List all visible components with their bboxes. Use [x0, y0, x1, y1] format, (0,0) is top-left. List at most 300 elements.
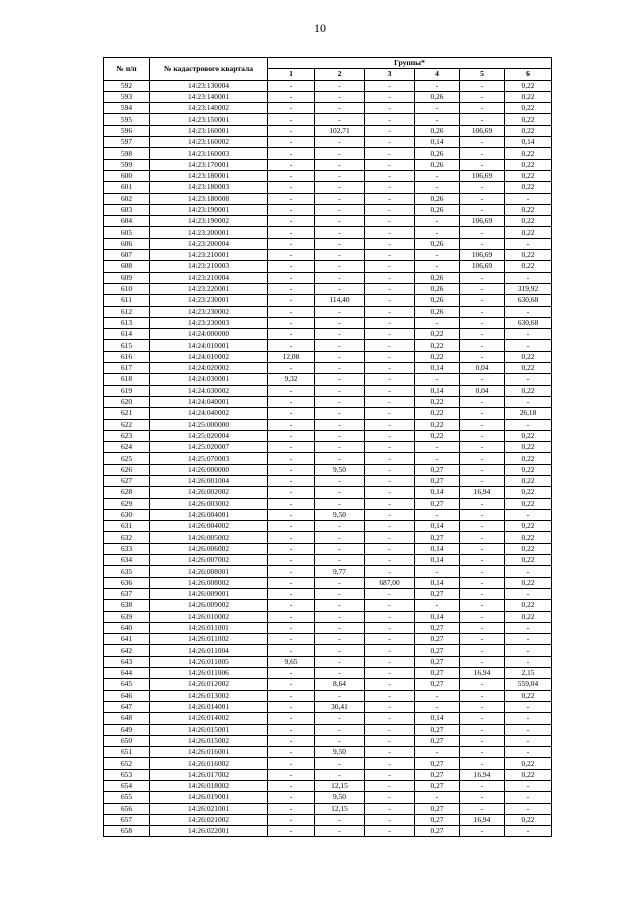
group-6-value: - [505, 803, 552, 814]
group-3-value: - [365, 283, 415, 294]
group-1-value: - [268, 227, 315, 238]
cadastral-quarter: 14:26:015002 [150, 735, 268, 746]
group-5-value: - [460, 577, 505, 588]
cadastral-quarter: 14:26:014001 [150, 701, 268, 712]
group-4-value: 0,22 [415, 340, 460, 351]
group-3-value: - [365, 80, 415, 91]
group-6-value: 559,04 [505, 679, 552, 690]
group-1-value: - [268, 498, 315, 509]
group-1-value: - [268, 747, 315, 758]
group-1-value: - [268, 329, 315, 340]
table-row [104, 781, 552, 792]
group-2-value: 12,15 [315, 781, 365, 792]
cadastral-quarter: 14:26:021002 [150, 814, 268, 825]
row-number: 651 [104, 747, 150, 758]
group-5-value: - [460, 803, 505, 814]
table-row [104, 250, 552, 261]
cadastral-quarter: 14:23:210004 [150, 272, 268, 283]
cadastral-quarter: 14:26:002002 [150, 487, 268, 498]
group-4-value: 0,14 [415, 611, 460, 622]
row-number: 642 [104, 645, 150, 656]
table-row [104, 487, 552, 498]
group-3-value: - [365, 137, 415, 148]
group-6-value: 0,14 [505, 137, 552, 148]
group-6-value: - [505, 193, 552, 204]
group-4-value: 0,26 [415, 283, 460, 294]
table-row [104, 295, 552, 306]
group-3-value: - [365, 351, 415, 362]
row-number: 630 [104, 509, 150, 520]
header-group-2: 2 [315, 69, 365, 80]
cadastral-quarter: 14:23:210001 [150, 250, 268, 261]
group-1-value: - [268, 430, 315, 441]
group-4-value: 0,14 [415, 713, 460, 724]
group-2-value: - [315, 250, 365, 261]
cadastral-quarter: 14:26:005002 [150, 532, 268, 543]
cadastral-quarter: 14:26:012002 [150, 679, 268, 690]
group-3-value: - [365, 521, 415, 532]
table-row [104, 442, 552, 453]
row-number: 647 [104, 701, 150, 712]
group-3-value: - [365, 781, 415, 792]
table-row [104, 475, 552, 486]
cadastral-quarter: 14:23:140002 [150, 103, 268, 114]
table-row [104, 747, 552, 758]
row-number: 628 [104, 487, 150, 498]
group-3-value: - [365, 125, 415, 136]
group-6-value: - [505, 419, 552, 430]
group-1-value: - [268, 408, 315, 419]
group-4-value: 0,27 [415, 769, 460, 780]
table-row [104, 204, 552, 215]
cadastral-quarter: 14:26:016002 [150, 758, 268, 769]
group-4-value: 0,26 [415, 125, 460, 136]
cadastral-quarter: 14:26:008002 [150, 577, 268, 588]
group-6-value: 0,22 [505, 80, 552, 91]
group-1-value: - [268, 170, 315, 181]
cadastral-quarter: 14:23:160001 [150, 125, 268, 136]
group-6-value: 0,22 [505, 453, 552, 464]
group-6-value: - [505, 622, 552, 633]
table-row [104, 521, 552, 532]
group-6-value: 0,22 [505, 611, 552, 622]
row-number: 594 [104, 103, 150, 114]
group-1-value: - [268, 250, 315, 261]
group-6-value: 0,22 [505, 475, 552, 486]
group-1-value: - [268, 363, 315, 374]
group-5-value: 106,69 [460, 261, 505, 272]
group-4-value: 0,26 [415, 204, 460, 215]
group-5-value: 16,94 [460, 814, 505, 825]
group-3-value: - [365, 464, 415, 475]
group-5-value: - [460, 103, 505, 114]
group-1-value: 9,65 [268, 656, 315, 667]
row-number: 619 [104, 385, 150, 396]
group-3-value: - [365, 498, 415, 509]
row-number: 620 [104, 396, 150, 407]
group-2-value: - [315, 204, 365, 215]
cadastral-quarter: 14:23:230002 [150, 306, 268, 317]
cadastral-groups-table [103, 57, 552, 837]
group-2-value: - [315, 735, 365, 746]
group-1-value: - [268, 792, 315, 803]
group-4-value: 0,22 [415, 430, 460, 441]
group-1-value: - [268, 238, 315, 249]
table-row [104, 170, 552, 181]
group-3-value: - [365, 668, 415, 679]
group-5-value: - [460, 340, 505, 351]
table-row [104, 679, 552, 690]
cadastral-quarter: 14:23:190001 [150, 204, 268, 215]
table-row [104, 91, 552, 102]
group-3-value: - [365, 600, 415, 611]
group-2-value: - [315, 408, 365, 419]
group-2-value: - [315, 114, 365, 125]
row-number: 614 [104, 329, 150, 340]
table-row [104, 125, 552, 136]
table-row [104, 622, 552, 633]
group-1-value: - [268, 283, 315, 294]
group-5-value: - [460, 351, 505, 362]
row-number: 604 [104, 216, 150, 227]
cadastral-quarter: 14:26:010002 [150, 611, 268, 622]
cadastral-quarter: 14:24:010002 [150, 351, 268, 362]
table-body [104, 80, 552, 837]
row-number: 637 [104, 588, 150, 599]
group-6-value: 0,22 [505, 182, 552, 193]
group-2-value: - [315, 487, 365, 498]
group-5-value: - [460, 430, 505, 441]
group-1-value: - [268, 453, 315, 464]
group-5-value: - [460, 114, 505, 125]
cadastral-quarter: 14:26:003002 [150, 498, 268, 509]
group-2-value: - [315, 430, 365, 441]
row-number: 636 [104, 577, 150, 588]
group-6-value: 0,22 [505, 758, 552, 769]
row-number: 605 [104, 227, 150, 238]
group-2-value: - [315, 306, 365, 317]
group-2-value: - [315, 91, 365, 102]
table-row [104, 193, 552, 204]
group-2-value: - [315, 238, 365, 249]
group-1-value: - [268, 204, 315, 215]
group-2-value: - [315, 170, 365, 181]
group-1-value: - [268, 216, 315, 227]
group-2-value: - [315, 611, 365, 622]
cadastral-quarter: 14:26:022001 [150, 826, 268, 837]
group-4-value: - [415, 261, 460, 272]
table-row [104, 826, 552, 837]
group-6-value: 0,22 [505, 690, 552, 701]
group-6-value: 0,22 [505, 170, 552, 181]
group-3-value: - [365, 114, 415, 125]
group-3-value: - [365, 170, 415, 181]
row-number: 595 [104, 114, 150, 125]
group-3-value: - [365, 238, 415, 249]
group-5-value: - [460, 193, 505, 204]
row-number: 658 [104, 826, 150, 837]
table-row [104, 430, 552, 441]
table-row [104, 396, 552, 407]
group-5-value: - [460, 408, 505, 419]
group-4-value: 0,14 [415, 555, 460, 566]
table-row [104, 769, 552, 780]
group-4-value: - [415, 747, 460, 758]
row-number: 616 [104, 351, 150, 362]
row-number: 596 [104, 125, 150, 136]
cadastral-quarter: 14:26:004002 [150, 521, 268, 532]
group-4-value: - [415, 80, 460, 91]
row-number: 621 [104, 408, 150, 419]
row-number: 639 [104, 611, 150, 622]
table-row [104, 543, 552, 554]
group-1-value: - [268, 555, 315, 566]
group-2-value: - [315, 363, 365, 374]
group-4-value: 0,14 [415, 385, 460, 396]
group-3-value: - [365, 656, 415, 667]
group-4-value: - [415, 600, 460, 611]
row-number: 640 [104, 622, 150, 633]
group-6-value: 0,22 [505, 114, 552, 125]
cadastral-quarter: 14:23:230001 [150, 295, 268, 306]
table-row [104, 600, 552, 611]
table-row [104, 566, 552, 577]
cadastral-quarter: 14:25:020007 [150, 442, 268, 453]
group-2-value: - [315, 656, 365, 667]
group-4-value: 0,27 [415, 735, 460, 746]
group-3-value: - [365, 227, 415, 238]
table-row [104, 216, 552, 227]
group-6-value: - [505, 396, 552, 407]
cadastral-quarter: 14:23:220001 [150, 283, 268, 294]
cadastral-quarter: 14:26:018002 [150, 781, 268, 792]
row-number: 635 [104, 566, 150, 577]
group-2-value: - [315, 261, 365, 272]
group-2-value: - [315, 588, 365, 599]
group-4-value: - [415, 170, 460, 181]
group-5-value: - [460, 701, 505, 712]
table-row [104, 283, 552, 294]
group-4-value: 0,14 [415, 137, 460, 148]
group-5-value: - [460, 317, 505, 328]
group-1-value: - [268, 306, 315, 317]
group-3-value: - [365, 509, 415, 520]
group-3-value: - [365, 475, 415, 486]
cadastral-quarter: 14:25:070003 [150, 453, 268, 464]
table-row [104, 792, 552, 803]
group-5-value: - [460, 600, 505, 611]
group-1-value: - [268, 600, 315, 611]
group-6-value: - [505, 735, 552, 746]
group-1-value: - [268, 814, 315, 825]
group-3-value: - [365, 758, 415, 769]
group-3-value: - [365, 193, 415, 204]
group-2-value: 102,71 [315, 125, 365, 136]
cadastral-quarter: 14:26:021001 [150, 803, 268, 814]
group-2-value: - [315, 826, 365, 837]
cadastral-quarter: 14:26:011002 [150, 634, 268, 645]
group-2-value: - [315, 555, 365, 566]
group-4-value: - [415, 792, 460, 803]
cadastral-quarter: 14:23:170001 [150, 159, 268, 170]
group-2-value: - [315, 137, 365, 148]
group-4-value: - [415, 374, 460, 385]
table-row [104, 306, 552, 317]
group-1-value: - [268, 679, 315, 690]
group-5-value: - [460, 724, 505, 735]
group-1-value: - [268, 668, 315, 679]
group-4-value: - [415, 216, 460, 227]
group-6-value: 0,22 [505, 521, 552, 532]
table-row [104, 272, 552, 283]
group-4-value: 0,27 [415, 634, 460, 645]
group-6-value: - [505, 634, 552, 645]
cadastral-quarter: 14:26:011006 [150, 668, 268, 679]
group-2-value: 30,41 [315, 701, 365, 712]
group-6-value: 0,22 [505, 555, 552, 566]
group-4-value: - [415, 701, 460, 712]
table-row [104, 735, 552, 746]
row-number: 625 [104, 453, 150, 464]
table-row [104, 148, 552, 159]
group-6-value: - [505, 340, 552, 351]
row-number: 599 [104, 159, 150, 170]
group-5-value: - [460, 758, 505, 769]
group-6-value: - [505, 588, 552, 599]
group-6-value: - [505, 724, 552, 735]
group-5-value: - [460, 91, 505, 102]
row-number: 607 [104, 250, 150, 261]
group-2-value: - [315, 543, 365, 554]
group-3-value: - [365, 566, 415, 577]
group-2-value: - [315, 193, 365, 204]
group-3-value: - [365, 442, 415, 453]
group-1-value: - [268, 521, 315, 532]
group-2-value: - [315, 622, 365, 633]
group-6-value: 0,22 [505, 261, 552, 272]
group-4-value: - [415, 103, 460, 114]
group-2-value: - [315, 385, 365, 396]
group-5-value: - [460, 148, 505, 159]
cadastral-quarter: 14:26:008001 [150, 566, 268, 577]
group-5-value: - [460, 204, 505, 215]
group-3-value: - [365, 408, 415, 419]
group-5-value: - [460, 419, 505, 430]
group-1-value: - [268, 758, 315, 769]
group-6-value: 0,22 [505, 498, 552, 509]
group-6-value: - [505, 792, 552, 803]
row-number: 641 [104, 634, 150, 645]
group-1-value: - [268, 803, 315, 814]
row-number: 609 [104, 272, 150, 283]
group-1-value: - [268, 182, 315, 193]
row-number: 598 [104, 148, 150, 159]
table-row [104, 498, 552, 509]
group-2-value: - [315, 396, 365, 407]
group-1-value: - [268, 148, 315, 159]
group-5-value: - [460, 690, 505, 701]
group-2-value: - [315, 227, 365, 238]
group-2-value: - [315, 758, 365, 769]
cadastral-quarter: 14:24:030002 [150, 385, 268, 396]
group-1-value: - [268, 826, 315, 837]
group-1-value: - [268, 532, 315, 543]
group-3-value: - [365, 588, 415, 599]
group-6-value: - [505, 713, 552, 724]
group-3-value: - [365, 735, 415, 746]
group-1-value: - [268, 588, 315, 599]
cadastral-quarter: 14:23:130004 [150, 80, 268, 91]
header-group-5: 5 [460, 69, 505, 80]
group-2-value: - [315, 690, 365, 701]
row-number: 638 [104, 600, 150, 611]
group-2-value: - [315, 340, 365, 351]
group-2-value: - [315, 419, 365, 430]
group-3-value: - [365, 792, 415, 803]
table-row [104, 363, 552, 374]
row-number: 645 [104, 679, 150, 690]
group-1-value: - [268, 690, 315, 701]
group-3-value: - [365, 182, 415, 193]
group-6-value: - [505, 306, 552, 317]
group-5-value: 106,69 [460, 216, 505, 227]
group-2-value: - [315, 374, 365, 385]
group-1-value: - [268, 509, 315, 520]
group-6-value: 0,22 [505, 487, 552, 498]
group-5-value: - [460, 306, 505, 317]
group-5-value: - [460, 396, 505, 407]
row-number: 633 [104, 543, 150, 554]
table-row [104, 803, 552, 814]
group-3-value: - [365, 329, 415, 340]
group-6-value: 0,22 [505, 442, 552, 453]
group-1-value: - [268, 701, 315, 712]
table-row [104, 159, 552, 170]
group-2-value: - [315, 713, 365, 724]
row-number: 643 [104, 656, 150, 667]
group-1-value: - [268, 724, 315, 735]
group-4-value: 0,27 [415, 656, 460, 667]
group-5-value: - [460, 781, 505, 792]
group-3-value: - [365, 814, 415, 825]
cadastral-quarter: 14:23:180001 [150, 170, 268, 181]
group-5-value: - [460, 295, 505, 306]
cadastral-quarter: 14:26:009002 [150, 600, 268, 611]
header-groups: Группы* [268, 58, 552, 69]
group-4-value: 0,22 [415, 351, 460, 362]
page-number: 10 [314, 21, 326, 35]
group-3-value: - [365, 769, 415, 780]
group-6-value: 0,22 [505, 814, 552, 825]
group-4-value: 0,27 [415, 532, 460, 543]
table-row [104, 656, 552, 667]
group-6-value: - [505, 781, 552, 792]
group-6-value: 0,22 [505, 227, 552, 238]
group-3-value: - [365, 250, 415, 261]
group-3-value: - [365, 724, 415, 735]
row-number: 611 [104, 295, 150, 306]
group-3-value: - [365, 611, 415, 622]
group-6-value: 0,22 [505, 532, 552, 543]
group-5-value: - [460, 80, 505, 91]
group-5-value: - [460, 532, 505, 543]
group-5-value: - [460, 159, 505, 170]
group-2-value: - [315, 634, 365, 645]
group-3-value: - [365, 487, 415, 498]
group-1-value: - [268, 137, 315, 148]
group-1-value: - [268, 91, 315, 102]
group-2-value: 114,40 [315, 295, 365, 306]
